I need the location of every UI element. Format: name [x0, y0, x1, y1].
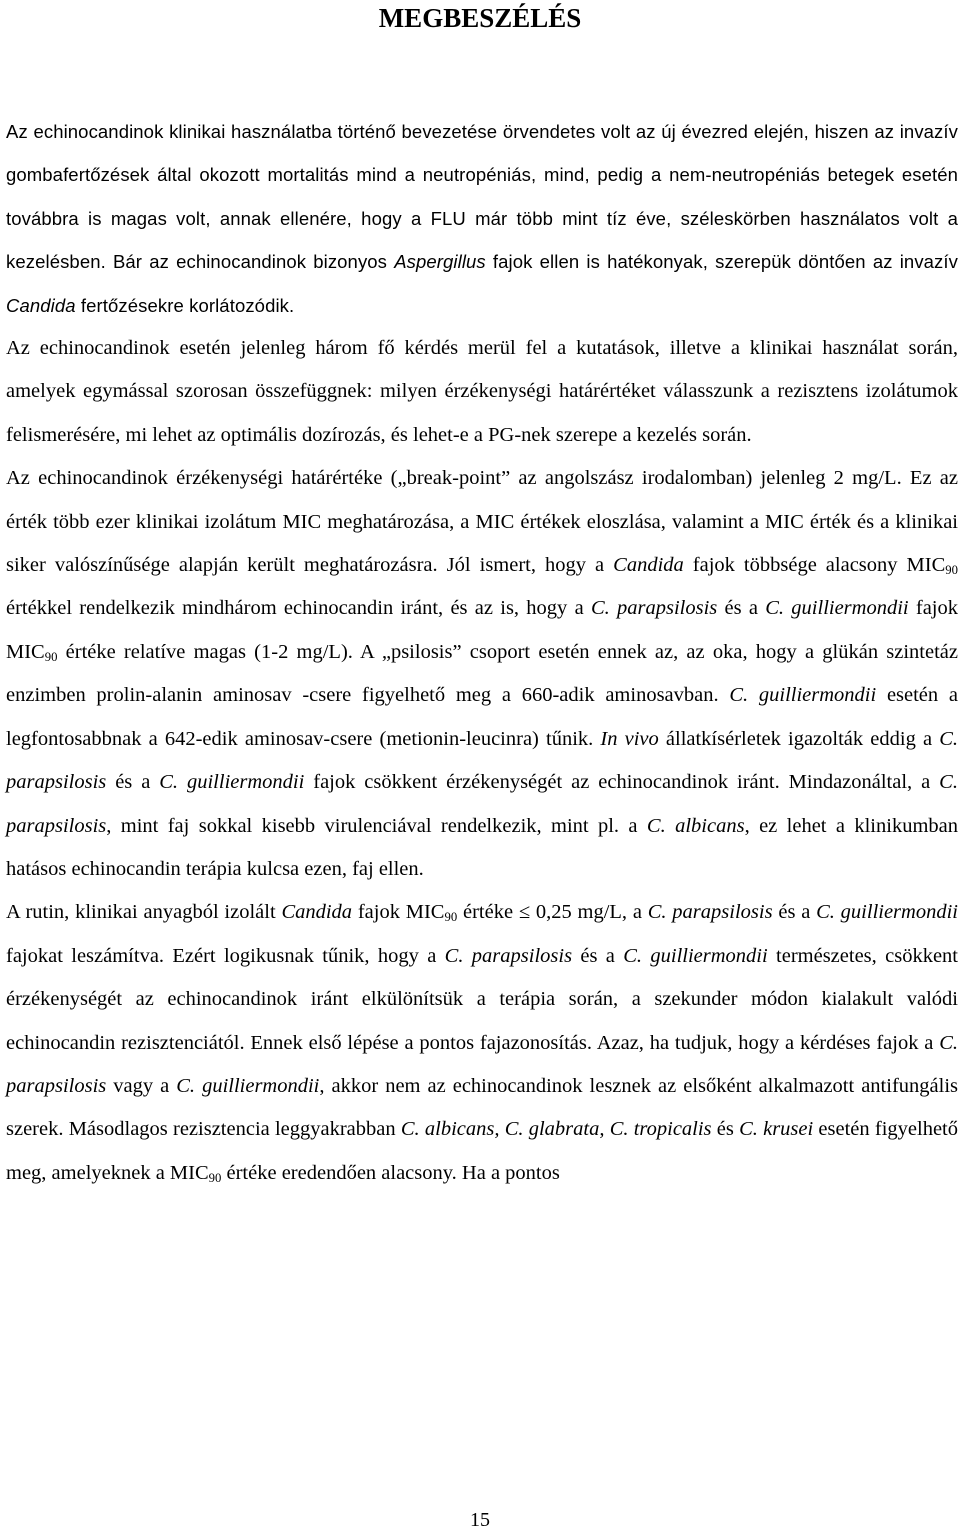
page-number: 15 — [470, 1509, 490, 1531]
text-segment: értéke ≤ 0,25 mg/L, a — [457, 901, 648, 924]
text-segment: C. guilliermondii — [816, 901, 958, 924]
text-segment: C. guilliermondii — [159, 771, 305, 794]
text-segment: , ez lehet a klinikumban hatásos echinocandin terápia kulcsa ezen, faj ellen. — [6, 814, 958, 880]
text-segment: fertőzésekre korlátozódik. — [75, 294, 295, 316]
text-segment: Candida — [6, 294, 76, 316]
text-segment: 90 — [44, 650, 58, 665]
text-segment: C. krusei — [739, 1118, 814, 1141]
text-segment: C. parapsilosis — [6, 1031, 958, 1097]
paragraph-3 — [6, 457, 958, 891]
text-segment: fajok csökkent érzékenységét az echinocandinok iránt. Mindazonáltal, a — [304, 771, 940, 794]
text-segment: 90 — [444, 910, 458, 925]
text-segment: C. albicans — [646, 814, 745, 837]
text-segment: esetén a legfontosabbnak a 642-edik aminosav-csere (metionin-leucinra) tűnik. — [6, 684, 958, 750]
document-body — [6, 110, 958, 1195]
text-segment: és — [711, 1118, 740, 1141]
text-segment: 90 — [945, 563, 958, 578]
text-segment: és a — [772, 901, 817, 924]
text-segment: In vivo — [600, 727, 659, 750]
text-segment: fajok ellen is hatékonyak, szerepük döntően az invazív — [485, 251, 958, 273]
text-segment: természetes, csökkent érzékenységét az echinocandinok iránt elkülönítsük a terápia során, a szekunder módon kialakult valódi echinocandin rezisztenciától. Ennek első lépése a pontos fajazonosítás. Azaz, ha tudjuk, hogy a kérdéses fajok a — [6, 944, 958, 1054]
text-segment: , mint faj sokkal kisebb virulenciával rendelkezik, mint pl. a — [106, 814, 647, 837]
text-segment: Az echinocandinok érzékenységi határértéke („break-point” az angolszász irodalomban) jelenleg 2 mg/L. Ez az érték több ezer klinikai izolátum MIC meghatározása, a MIC értékek eloszlása, valamint a MIC érték és a klinikai siker valószínűsége alapján került meghatározásra. Jól ismert, hogy a — [6, 467, 958, 577]
text-segment: értéke relatíve magas (1-2 mg/L). A „psilosis” csoport esetén ennek az, az oka, hogy a glükán szintetáz enzimben prolin-alanin aminosav -csere figyelhető meg a 660-adik aminosavban. — [6, 640, 958, 707]
text-segment: C. parapsilosis — [444, 944, 573, 967]
text-segment: fajokat leszámítva. Ezért logikusnak tűnik, hogy a — [6, 944, 445, 967]
text-segment: C. guilliermondii — [623, 944, 768, 967]
paragraph-4 — [6, 891, 958, 1195]
text-segment: , akkor nem az echinocandinok lesznek az elsőként alkalmazott antifungális szerek. Másodlagos rezisztencia leggyakrabban — [6, 1074, 958, 1141]
text-segment: értékkel rendelkezik mindhárom echinocandin iránt, és az is, hogy a — [6, 597, 591, 620]
text-segment: fajok többsége alacsony MIC — [683, 554, 946, 577]
text-segment: értéke eredendően alacsony. Ha a pontos — [221, 1161, 560, 1184]
text-segment: C. guilliermondii — [765, 597, 909, 620]
text-segment: C. guilliermondii — [729, 684, 877, 707]
text-segment: 90 — [208, 1170, 222, 1185]
text-segment: A rutin, klinikai anyagból izolált — [6, 901, 282, 924]
text-segment: Candida — [281, 901, 353, 924]
text-segment: és a — [717, 597, 766, 620]
text-segment: fajok MIC — [6, 597, 958, 663]
paragraph-1 — [6, 110, 958, 327]
text-segment: fajok MIC — [352, 901, 445, 924]
text-segment: esetén figyelhető meg, amelyeknek a MIC — [6, 1118, 958, 1184]
text-segment: vagy a — [106, 1074, 177, 1097]
paragraph-2 — [6, 327, 958, 457]
text-segment: C. parapsilosis — [590, 597, 718, 620]
text-segment: C. parapsilosis — [6, 771, 958, 837]
text-segment: Aspergillus — [394, 251, 486, 273]
page-title: MEGBESZÉLÉS — [378, 3, 582, 33]
text-segment: Az echinocandinok esetén jelenleg három fő kérdés merül fel a kutatások, illetve a klinikai használat során, amelyek egymással szorosan összefüggnek: milyen érzékenységi határértéket válasszunk a rezisztens izolátumok felismerésére, mi lehet az optimális dozírozás, és lehet-e a PG-nek szerepe a kezelés során. — [6, 337, 958, 446]
text-segment: és a — [572, 944, 624, 967]
text-segment: C. parapsilosis — [6, 727, 958, 794]
text-segment: állatkísérletek igazolták eddig a — [658, 727, 940, 750]
text-segment: Candida — [613, 554, 684, 577]
text-segment: C. parapsilosis — [647, 901, 773, 924]
text-segment: Az echinocandinok klinikai használatba történő bevezetése örvendetes volt az új évezred elején, hiszen az invazív gombafertőzések által okozott mortalitás mind a neutropéniás, mind, pedig a nem-neutropéniás betegek esetén továbbra is magas volt, annak ellenére, hogy a FLU már több mint tíz éve, széleskörben használatos volt a kezelésben. Bár az echinocandinok bizonyos — [6, 121, 958, 273]
text-segment: C. albicans, C. glabrata, C. tropicalis — [400, 1118, 712, 1141]
text-segment: C. guilliermondii — [176, 1074, 320, 1097]
text-segment: és a — [106, 771, 160, 794]
